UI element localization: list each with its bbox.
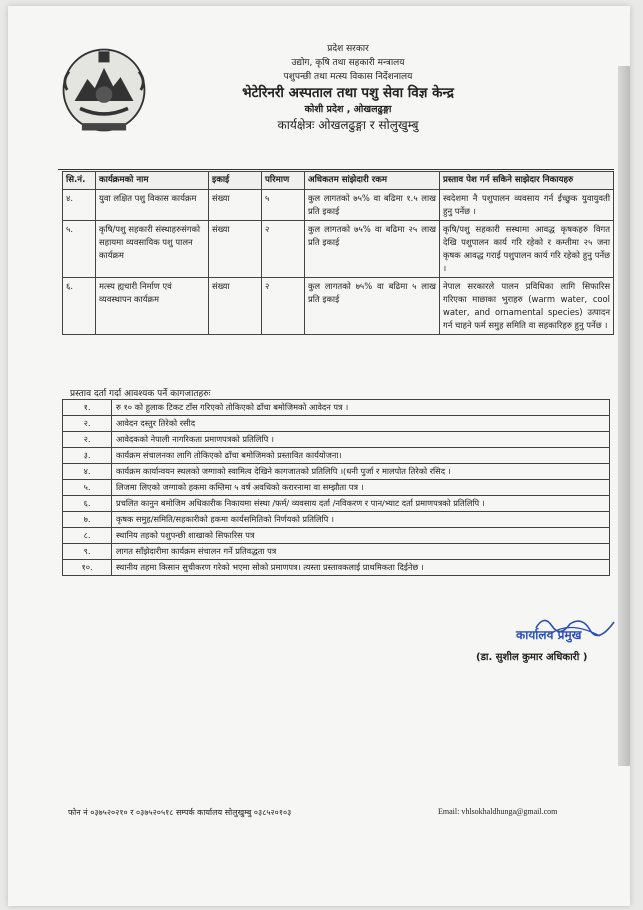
work-area: कार्यक्षेत्रः ओखलढुङ्गा र सोलुखुम्बु [277, 118, 419, 132]
program-table-header [63, 172, 614, 190]
cell-unit: संख्या [209, 278, 262, 335]
footer-email: Email: vhlsokhaldhunga@gmail.com [438, 807, 558, 816]
col-qty: परिमाण [262, 172, 305, 190]
doc-text: कार्यक्रम संचालनका लागि तोकिएको ढाँचा बमोजिमको प्रस्तावित कार्ययोजना। [112, 448, 610, 464]
list-item [63, 544, 610, 560]
list-item [63, 512, 610, 528]
footer-phone: फोन नं ०३७५२०२१० र ०३७५२०५१८ सम्पर्क कार्यालय सोलुखुम्बु ०३८५२०१०३ [68, 808, 292, 817]
doc-text: आवेदन दस्तुर तिरेको रसीद [112, 416, 610, 432]
doc-text: आवेदकको नेपाली नागरिकता प्रमाणपत्रको प्रतिलिपि । [112, 432, 610, 448]
documents-title: प्रस्ताव दर्ता गर्दा आवश्यक पर्ने कागजातहरुः [70, 389, 211, 399]
cell-unit: संख्या [209, 221, 262, 278]
doc-number: १. [63, 400, 112, 416]
cell-name: मत्स्य ह्यचारी निर्माण एवं व्यवस्थापन कार्यक्रम [96, 278, 209, 335]
cell-qty: ५ [262, 190, 305, 221]
doc-text: कृषक समुह/समिति/सहकारीको हकमा कार्यसमितिको निर्णयको प्रतिलिपि । [112, 512, 610, 528]
table-row [63, 190, 614, 221]
doc-number: ६. [63, 496, 112, 512]
doc-text: लागत साँझेदारीमा कार्यक्रम संचालन गर्ने प्रतिवद्धता पत्र [112, 544, 610, 560]
doc-text: रु १० को हुलाक टिकट टाँस गरिएको तोकिएको ढाँचा बमोजिमको आवेदन पत्र । [112, 400, 610, 416]
doc-number: ५. [63, 480, 112, 496]
doc-number: २. [63, 432, 112, 448]
doc-text: प्रचलित कानुन बमोजिम अधिकारीक निकायमा संस्था /फर्म/ व्यवसाय दर्ता /नविकरण र पान/भ्याट दर्ता प्रमाणपत्रको प्रतिलिपि । [112, 496, 610, 512]
header-divider [58, 169, 614, 170]
doc-number: ३. [63, 448, 112, 464]
list-item [63, 464, 610, 480]
program-table [62, 171, 614, 335]
list-item [63, 528, 610, 544]
doc-text: लिजमा लिएको जग्गाको हकमा कम्तिमा ५ वर्ष अवधिको करारनामा वा सम्झौता पत्र । [112, 480, 610, 496]
doc-text: स्थानीय तहमा किसान सुचीकरण गरेको भएमा सोको प्रमाणपत्र। त्यस्ता प्रस्तावकलाई प्राथमिकता दिईनेछ । [112, 560, 610, 576]
documents-table [62, 399, 610, 576]
table-row [63, 278, 614, 335]
cell-sn: ५. [63, 221, 96, 278]
cell-name: युवा लक्षित पशु विकास कार्यक्रम [96, 190, 209, 221]
cell-sn: ४. [63, 190, 96, 221]
document-page [8, 6, 630, 906]
signatory-name: (डा. सुशील कुमार अधिकारी ) [476, 652, 588, 663]
doc-number: ९. [63, 544, 112, 560]
col-unit: इकाई [209, 172, 262, 190]
header-line-ministry: उद्योग, कृषि तथा सहकारी मन्त्रालय [291, 58, 405, 68]
cell-qty: २ [262, 221, 305, 278]
page-edge-shadow [618, 66, 630, 766]
doc-text: कार्यक्रम कार्यान्वयन स्थलको जग्गाको स्वामित्व देखिने कागजातको प्रतिलिपि ।(धनी पुर्जा र मालपोत तिरेको रसिद । [112, 464, 610, 480]
cell-unit: संख्या [209, 190, 262, 221]
doc-number: १०. [63, 560, 112, 576]
list-item [63, 432, 610, 448]
col-sn: सि.नं. [63, 172, 96, 190]
cell-qty: २ [262, 278, 305, 335]
header-line-directorate: पशुपन्छी तथा मत्स्य विकास निर्देशनालय [283, 72, 413, 82]
doc-number: ७. [63, 512, 112, 528]
cell-amount: कुल लागतको ७५% वा बढिमा १.५ लाख प्रति इकाई [305, 190, 440, 221]
office-location: कोशी प्रदेश , ओखलढुङ्गा [304, 104, 392, 115]
col-amount: अधिकतम सांझेदारी रकम [305, 172, 440, 190]
list-item [63, 560, 610, 576]
list-item [63, 496, 610, 512]
office-chief-stamp: कार्यालय प्रमुख [516, 628, 582, 642]
doc-number: ४. [63, 464, 112, 480]
table-row [63, 221, 614, 278]
doc-text: स्थानिय तहको पशुपन्छी शाखाको सिफारिस पत्र [112, 528, 610, 544]
cell-amount: कुल लागतको ७५% वा बढिमा २५ लाख प्रति इकाई [305, 221, 440, 278]
cell-name: कृषि/पशु सहकारी संस्थाहरुसंगको सहायमा व्यवसायिक पशु पालन कार्यक्रम [96, 221, 209, 278]
cell-amount: कुल लागतको ७५% वा बढिमा ५ लाख प्रति इकाई [305, 278, 440, 335]
nepal-emblem-icon [58, 44, 150, 136]
list-item [63, 480, 610, 496]
header-line-province: प्रदेश सरकार [327, 44, 369, 54]
doc-number: २. [63, 416, 112, 432]
list-item [63, 448, 610, 464]
doc-number: ८. [63, 528, 112, 544]
col-partners: प्रस्ताव पेश गर्न सकिने साझेदार निकायहरु [440, 172, 614, 190]
list-item [63, 416, 610, 432]
col-name: कार्यक्रमको नाम [96, 172, 209, 190]
office-title: भेटेरिनरी अस्पताल तथा पशु सेवा विज्ञ केन्द्र [242, 85, 454, 101]
cell-partners: नेपाल सरकारले पालन प्रविधिका लागि सिफारिस गरिएका माछाका भुराहरु (warm water, cool water, and ornamental species) उत्पादन गर्न चाहने फर्म समुह समिति वा सहकारिहरु हुनु पर्नेछ । [440, 278, 614, 335]
cell-sn: ६. [63, 278, 96, 335]
list-item [63, 400, 610, 416]
cell-partners: कृषि/पशु सहकारी सस्थामा आवद्ध कृषकहरु विगत देखि पशुपालन कार्य गरि रहेको र कम्तीमा २५ जना कृषक आवद्ध गराई पशुपालन कार्य गरि रहेको हुनु पर्नेछ । [440, 221, 614, 278]
letterhead [158, 42, 538, 133]
cell-partners: स्वदेशमा नै पशुपालन व्यवसाय गर्न ईच्छुक युवायुवती हुनु पर्नेछ । [440, 190, 614, 221]
